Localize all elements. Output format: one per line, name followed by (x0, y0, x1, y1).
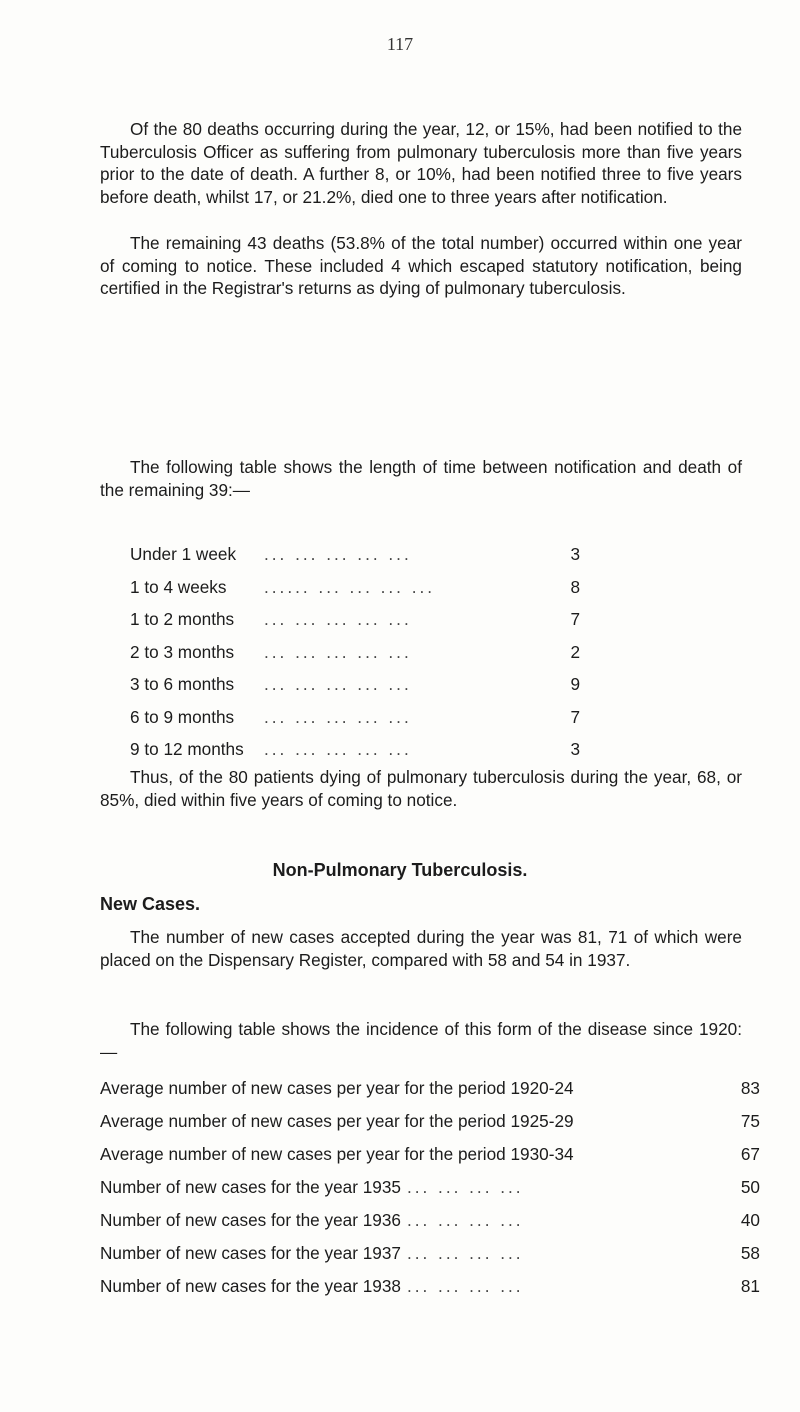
table-row (100, 1111, 760, 1144)
table-row (100, 1177, 760, 1210)
row-value: 2 (570, 641, 580, 662)
row-label: Number of new cases for the year 1935 (100, 1177, 401, 1197)
table-row (130, 707, 580, 740)
row-value: 81 (740, 1276, 760, 1296)
row-value: 83 (740, 1078, 760, 1098)
leader-dots: ...... ... ... ... ... (264, 576, 436, 597)
subsection-heading: New Cases. (100, 894, 201, 914)
row-value: 7 (570, 706, 580, 727)
row-label: 1 to 4 weeks (130, 576, 227, 597)
row-label: Under 1 week (130, 544, 237, 564)
table-row (100, 1144, 760, 1177)
row-label: Average number of new cases per year for the period 1930-34 (100, 1144, 574, 1164)
leader-dots: ... ... ... ... (406, 1276, 524, 1296)
row-label: 6 to 9 months (130, 706, 235, 727)
table-row (130, 674, 580, 707)
row-label: 3 to 6 months (130, 674, 235, 694)
row-label: Number of new cases for the year 1938 (100, 1276, 401, 1296)
row-value: 67 (740, 1144, 760, 1164)
paragraph-table-intro: The following table shows the length of time between notification and death of the remaining 39:— (100, 457, 742, 500)
row-label: Number of new cases for the year 1937 (100, 1243, 401, 1263)
table-row (130, 577, 580, 610)
table-row (100, 1276, 760, 1309)
row-label: Number of new cases for the year 1936 (100, 1210, 401, 1230)
leader-dots: ... ... ... ... ... (264, 641, 412, 662)
table-row (130, 609, 580, 642)
paragraph-new-cases: The number of new cases accepted during the year was 81, 71 of which were placed on the Dispensary Register, compared with 58 and 54 in 1937. (100, 927, 742, 970)
leader-dots: ... ... ... ... ... (264, 674, 412, 694)
leader-dots: ... ... ... ... (406, 1177, 524, 1197)
row-value: 40 (740, 1210, 760, 1230)
row-label: 9 to 12 months (130, 739, 244, 759)
row-value: 9 (570, 674, 580, 694)
page-number: 117 (386, 34, 414, 54)
section-heading: Non-Pulmonary Tuberculosis. (272, 860, 528, 880)
leader-dots: ... ... ... ... ... (264, 609, 412, 629)
paragraph-deaths-notified: Of the 80 deaths occurring during the year, 12, or 15%, had been notified to the Tuberculosis Officer as suffering from pulmonary tuberculosis more than five years prior to the date of death. A further 8, or 10%, had been notified three to five years before death, whilst 17, or 21.2%, died one to three years after notification. (100, 119, 742, 207)
table-row (100, 1078, 760, 1111)
row-label: 1 to 2 months (130, 609, 235, 629)
row-value: 7 (570, 609, 580, 629)
row-value: 3 (570, 544, 580, 564)
leader-dots: ... ... ... ... ... (264, 739, 412, 759)
row-value: 50 (740, 1177, 760, 1197)
leader-dots: ... ... ... ... (406, 1210, 524, 1230)
row-value: 3 (570, 739, 580, 759)
table-row (100, 1243, 760, 1276)
row-label: Average number of new cases per year for the period 1925-29 (100, 1111, 574, 1131)
row-label: Average number of new cases per year for the period 1920-24 (100, 1078, 574, 1098)
notification-death-interval-table (130, 544, 580, 772)
incidence-table (100, 1078, 760, 1309)
table-row (130, 544, 580, 577)
row-value: 58 (740, 1243, 760, 1263)
leader-dots: ... ... ... ... ... (264, 544, 412, 564)
paragraph-incidence-intro: The following table shows the incidence of this form of the disease since 1920:— (100, 1019, 742, 1062)
leader-dots: ... ... ... ... (406, 1243, 524, 1263)
leader-dots: ... ... ... ... ... (264, 706, 412, 727)
paragraph-remaining-deaths: The remaining 43 deaths (53.8% of the total number) occurred within one year of coming to notice. These included 4 which escaped statutory notification, being certified in the Registrar's returns as dying of pulmonary tuberculosis. (100, 233, 742, 298)
row-value: 75 (740, 1111, 760, 1131)
table-row (100, 1210, 760, 1243)
paragraph-summary: Thus, of the 80 patients dying of pulmonary tuberculosis during the year, 68, or 85%, died within five years of coming to notice. (100, 767, 742, 810)
table-row (130, 642, 580, 675)
row-value: 8 (570, 576, 580, 597)
row-label: 2 to 3 months (130, 641, 235, 662)
